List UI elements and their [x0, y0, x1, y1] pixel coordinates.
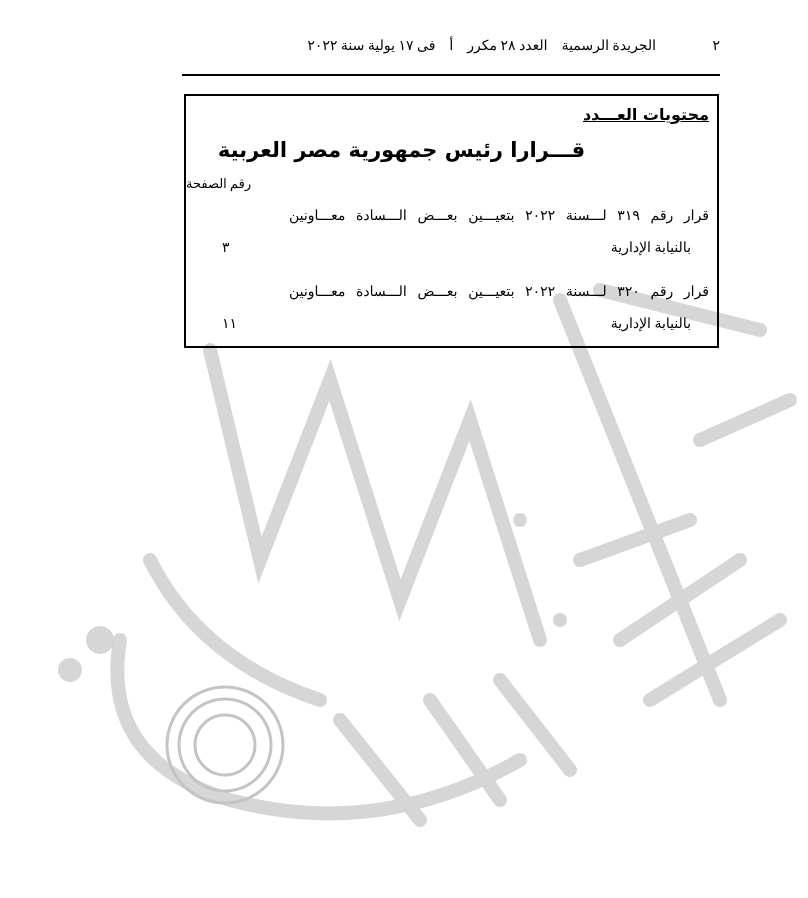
- entry-1-line-2: بالنيابة الإدارية: [610, 241, 691, 256]
- section-title: قـــرارا رئيس جمهورية مصر العربية: [217, 138, 586, 162]
- entry-2-line-1: قرار رقم ٣٢٠ لـــسنة ٢٠٢٢ بتعيـــين بعـــض الـــسادة معـــاونين: [289, 285, 709, 300]
- entry-2-line-2: بالنيابة الإدارية: [610, 317, 691, 332]
- page-column-label: رقم الصفحة: [186, 176, 252, 191]
- entry-1-page: ٣: [222, 241, 230, 256]
- page-header: [180, 38, 720, 62]
- page-number: ٢: [712, 39, 720, 54]
- gazette-name: الجريدة الرسمية: [561, 39, 656, 54]
- issue-number: العدد ٢٨ مكرر: [467, 39, 548, 54]
- header-divider: [182, 74, 720, 76]
- contents-label: محتويات العـــدد: [582, 105, 709, 124]
- header-title-line: [307, 38, 656, 55]
- entry-2-page: ١١: [222, 317, 238, 332]
- issue-suffix: أ: [449, 39, 454, 54]
- contents-box: [184, 94, 719, 348]
- entry-1-line-1: قرار رقم ٣١٩ لـــسنة ٢٠٢٢ بتعيـــين بعـــض الـــسادة معـــاونين: [289, 209, 709, 224]
- issue-date: فى ١٧ يولية سنة ٢٠٢٢: [307, 39, 436, 54]
